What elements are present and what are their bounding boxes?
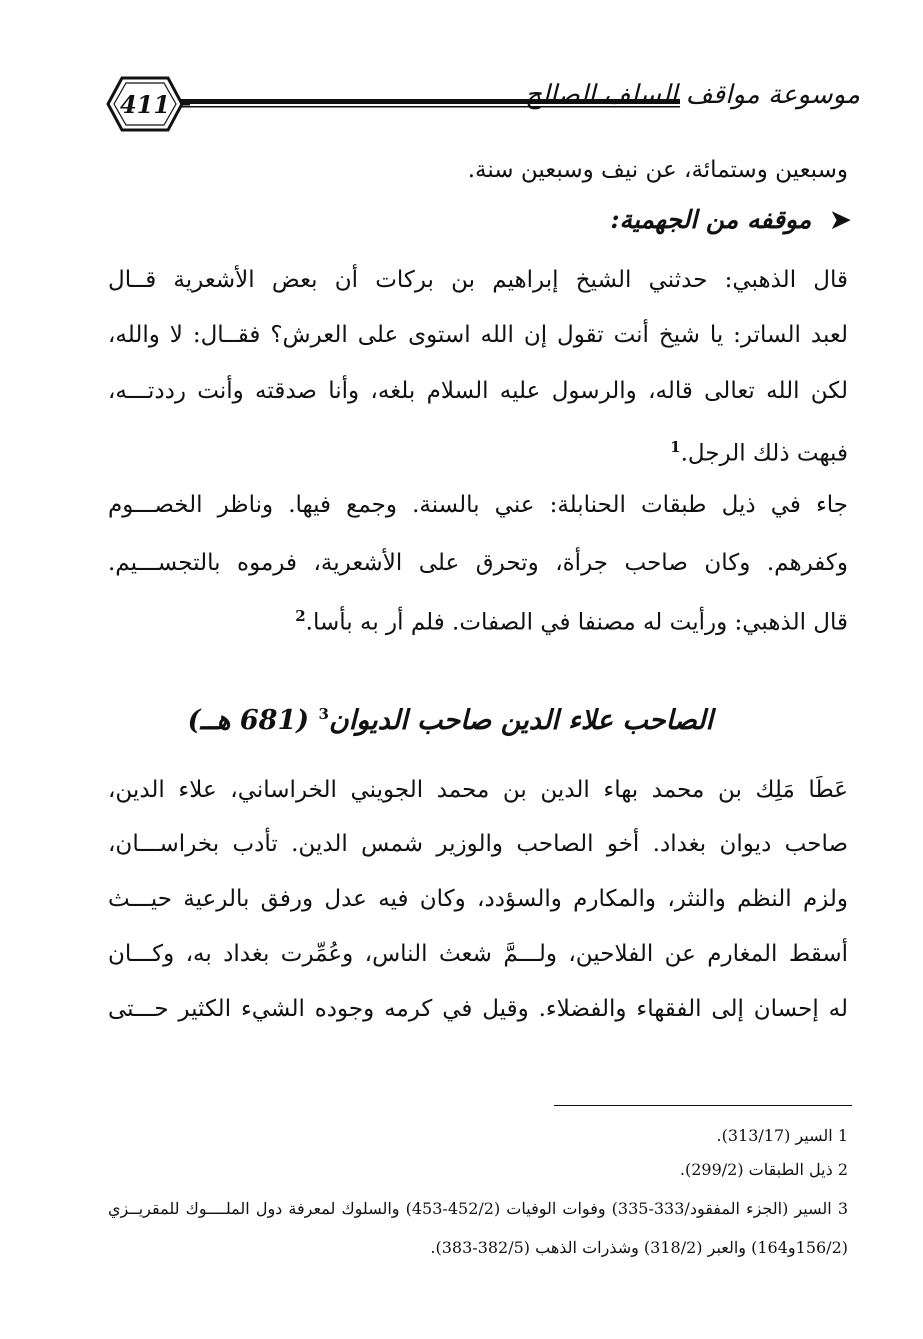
paragraph-line-text: فبهت ذلك الرجل.	[680, 440, 848, 467]
footnote-ref-3: 3	[318, 705, 329, 723]
book-title: موسوعة مواقف السلف الصالح	[525, 80, 860, 110]
intro-block	[108, 150, 848, 190]
paragraph-line: له إحسان إلى الفقهاء والفضلاء. وقيل في كرمه وجوده الشيء الكثير حـــتى	[108, 996, 848, 1022]
footnote-2: 2 ذيل الطبقات (299/2).	[679, 1160, 848, 1179]
page-header	[100, 72, 860, 136]
paragraph-line: ولزم النظم والنثر، والمكارم والسؤدد، وكان فيه عدل ورفق بالرعية حيـــث	[108, 886, 848, 912]
paragraph-line: وكفرهم. وكان صاحب جرأة، وتحرق على الأشعرية، فرموه بالتجســـيم.	[108, 550, 848, 576]
section-heading-name: الصاحب علاء الدين صاحب الديوان	[328, 705, 713, 736]
footnote-ref-1: 1	[670, 438, 681, 456]
paragraph-1	[108, 260, 848, 480]
paragraph-line: أسقط المغارم عن الفلاحين، ولـــمَّ شعث الناس، وعُمِّرت بغداد به، وكـــان	[108, 941, 848, 967]
footnote-1: 1 السير (313/17).	[716, 1126, 848, 1145]
paragraph-line: عَطَا مَلِك بن محمد بهاء الدين بن محمد الجويني الخراساني، علاء الدين،	[108, 777, 848, 803]
paragraph-line-last	[108, 596, 848, 636]
subheading	[610, 205, 851, 234]
footnote-3-continued: (156/2و164) والعبر (318/2) وشذرات الذهب (382/5-383).	[430, 1238, 848, 1257]
footnote-3: 3 السير (الجزء المفقود/333-335) وفوات الوفيات (452/2-453) والسلوك لمعرفة دول الملــــوك للمقريــزي	[108, 1199, 848, 1218]
paragraph-line: لعبد الساتر: يا شيخ أنت تقول إن الله استوى على العرش؟ فقــال: لا والله،	[108, 322, 848, 348]
arrow-marker-icon: ➤	[830, 205, 851, 234]
section-heading-year: (681 هــ)	[187, 705, 310, 736]
paragraph-line-last	[108, 427, 848, 467]
footnote-divider	[554, 1105, 852, 1106]
footnotes	[108, 1122, 848, 1272]
page-number: 411	[119, 89, 171, 119]
paragraph-3	[108, 770, 848, 1070]
paragraph-line-text: قال الذهبي: ورأيت له مصنفا في الصفات. فلم أر به بأسا.	[305, 609, 848, 636]
paragraph-line: قال الذهبي: حدثني الشيخ إبراهيم بن بركات أن بعض الأشعرية قــال	[108, 267, 848, 293]
paragraph-line: لكن الله تعالى قاله، والرسول عليه السلام بلغه، وأنا صدقته وأنت رددتـــه،	[108, 378, 848, 404]
paragraph-line: جاء في ذيل طبقات الحنابلة: عني بالسنة. وجمع فيها. وناظر الخصـــوم	[108, 492, 848, 518]
paragraph-2	[108, 485, 848, 645]
subheading-text: موقفه من الجهمية:	[610, 205, 812, 234]
footnote-ref-2: 2	[295, 607, 306, 625]
section-heading	[188, 705, 713, 736]
intro-line: وسبعين وستمائة، عن نيف وسبعين سنة.	[467, 157, 848, 183]
paragraph-line: صاحب ديوان بغداد. أخو الصاحب والوزير شمس الدين. تأدب بخراســـان،	[108, 831, 848, 857]
